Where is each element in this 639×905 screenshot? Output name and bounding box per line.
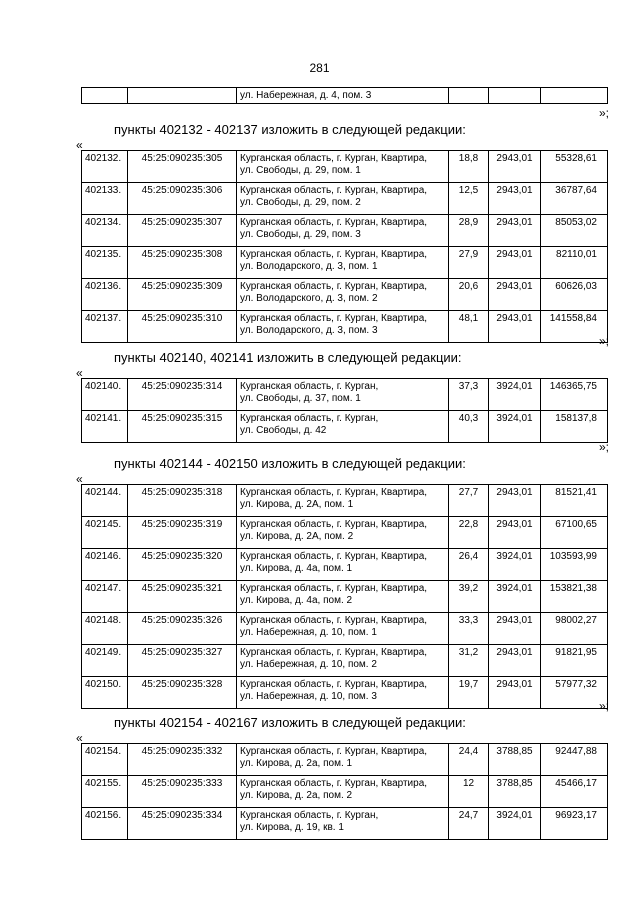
address-line-2: ул. Набережная, д. 10, пом. 1 [240, 627, 377, 638]
cell-rate: 2943,01 [489, 215, 541, 247]
cell-cadastral: 45:25:090235:309 [128, 279, 237, 311]
section-intro: пункты 402140, 402141 изложить в следующей редакции: [114, 350, 462, 365]
cell-rate: 2943,01 [489, 183, 541, 215]
cell-number: 402135. [82, 247, 128, 279]
opening-quote: « [76, 731, 83, 745]
cell-number: 402144. [82, 485, 128, 517]
cell-area: 12 [449, 776, 489, 808]
cell-value: 85053,02 [541, 215, 608, 247]
cell-rate: 3924,01 [489, 549, 541, 581]
cell-area: 40,3 [449, 411, 489, 443]
cell-cadastral: 45:25:090235:318 [128, 485, 237, 517]
table-row [82, 613, 608, 645]
cell-value: 153821,38 [541, 581, 608, 613]
cell-value: 96923,17 [541, 808, 608, 840]
cell-area: 48,1 [449, 311, 489, 343]
cell-cadastral: 45:25:090235:314 [128, 379, 237, 411]
cell-address [237, 645, 449, 677]
cell-number [82, 88, 128, 104]
table-row [82, 776, 608, 808]
cell-cadastral: 45:25:090235:315 [128, 411, 237, 443]
closing-quote: »; [598, 440, 609, 454]
cell-rate: 2943,01 [489, 151, 541, 183]
address-line-2: ул. Набережная, д. 10, пом. 2 [240, 659, 377, 670]
address-line-1: Курганская область, г. Курган, Квартира, [240, 679, 428, 690]
address-line-2: ул. Кирова, д. 2а, пом. 2 [240, 790, 353, 801]
cell-number: 402156. [82, 808, 128, 840]
cell-rate: 2943,01 [489, 613, 541, 645]
table-row [82, 549, 608, 581]
table-row [82, 808, 608, 840]
cell-address [237, 151, 449, 183]
cell-value: 36787,64 [541, 183, 608, 215]
table-row [82, 215, 608, 247]
cell-number: 402145. [82, 517, 128, 549]
address-line-1: Курганская область, г. Курган, Квартира, [240, 153, 428, 164]
cell-area: 28,9 [449, 215, 489, 247]
address-line-2: ул. Набережная, д. 10, пом. 3 [240, 691, 377, 702]
cell-number: 402141. [82, 411, 128, 443]
cell-rate: 2943,01 [489, 645, 541, 677]
cell-area: 24,4 [449, 744, 489, 776]
table-row [82, 677, 608, 709]
closing-quote: »; [598, 106, 609, 120]
cell-rate: 2943,01 [489, 485, 541, 517]
cell-number: 402136. [82, 279, 128, 311]
address-line-2: ул. Свободы, д. 29, пом. 1 [240, 165, 361, 176]
cell-number: 402147. [82, 581, 128, 613]
cell-number: 402140. [82, 379, 128, 411]
cell-area [449, 88, 489, 104]
opening-quote: « [76, 366, 83, 380]
cell-address [237, 613, 449, 645]
address-line-2: ул. Свободы, д. 42 [240, 425, 327, 436]
cell-address [237, 311, 449, 343]
cell-address [237, 549, 449, 581]
cell-area: 12,5 [449, 183, 489, 215]
property-table [81, 378, 608, 443]
cell-number: 402137. [82, 311, 128, 343]
address-line-2: ул. Кирова, д. 4а, пом. 2 [240, 595, 353, 606]
cell-area: 39,2 [449, 581, 489, 613]
cell-cadastral: 45:25:090235:310 [128, 311, 237, 343]
cell-number: 402154. [82, 744, 128, 776]
cell-rate: 3924,01 [489, 379, 541, 411]
address-line-1: Курганская область, г. Курган, Квартира, [240, 647, 428, 658]
cell-rate: 2943,01 [489, 279, 541, 311]
cell-area: 27,7 [449, 485, 489, 517]
address-line-1: Курганская область, г. Курган, Квартира, [240, 487, 428, 498]
address-line-1: Курганская область, г. Курган, Квартира, [240, 185, 428, 196]
section-intro: пункты 402132 - 402137 изложить в следующей редакции: [114, 122, 466, 137]
cell-cadastral: 45:25:090235:320 [128, 549, 237, 581]
cell-rate: 3924,01 [489, 808, 541, 840]
cell-address: ул. Набережная, д. 4, пом. 3 [237, 88, 449, 104]
cell-value: 146365,75 [541, 379, 608, 411]
cell-rate: 2943,01 [489, 517, 541, 549]
cell-number: 402134. [82, 215, 128, 247]
cell-cadastral: 45:25:090235:328 [128, 677, 237, 709]
cell-cadastral: 45:25:090235:334 [128, 808, 237, 840]
cell-area: 27,9 [449, 247, 489, 279]
cell-area: 19,7 [449, 677, 489, 709]
property-table [81, 150, 608, 343]
cell-rate: 3788,85 [489, 744, 541, 776]
cell-area: 26,4 [449, 549, 489, 581]
cell-cadastral: 45:25:090235:333 [128, 776, 237, 808]
table-row [82, 311, 608, 343]
address-line-1: Курганская область, г. Курган, Квартира, [240, 519, 428, 530]
address-line-2: ул. Кирова, д. 2А, пом. 2 [240, 531, 354, 542]
address-line-1: Курганская область, г. Курган, Квартира, [240, 551, 428, 562]
address-line-2: ул. Кирова, д. 19, кв. 1 [240, 822, 344, 833]
cell-rate: 2943,01 [489, 311, 541, 343]
cell-rate [489, 88, 541, 104]
address-line-1: Курганская область, г. Курган, Квартира, [240, 615, 428, 626]
address-line-2: ул. Кирова, д. 2А, пом. 1 [240, 499, 354, 510]
page-number: 281 [309, 61, 330, 75]
cell-address [237, 215, 449, 247]
table-row [82, 517, 608, 549]
closing-quote: »; [598, 699, 609, 713]
cell-value: 158137,8 [541, 411, 608, 443]
cell-area: 20,6 [449, 279, 489, 311]
closing-quote: »; [598, 334, 609, 348]
cell-cadastral: 45:25:090235:307 [128, 215, 237, 247]
cell-rate: 2943,01 [489, 247, 541, 279]
cell-area: 31,2 [449, 645, 489, 677]
cell-value: 141558,84 [541, 311, 608, 343]
cell-value: 57977,32 [541, 677, 608, 709]
cell-address [237, 411, 449, 443]
table-row [82, 88, 608, 104]
table-row [82, 183, 608, 215]
cell-number: 402150. [82, 677, 128, 709]
cell-address [237, 808, 449, 840]
cell-area: 22,8 [449, 517, 489, 549]
cell-cadastral: 45:25:090235:327 [128, 645, 237, 677]
cell-address [237, 677, 449, 709]
table-row [82, 411, 608, 443]
cell-address [237, 183, 449, 215]
cell-number: 402155. [82, 776, 128, 808]
cell-value: 92447,88 [541, 744, 608, 776]
cell-value: 45466,17 [541, 776, 608, 808]
address-line-2: ул. Кирова, д. 2а, пом. 1 [240, 758, 353, 769]
cell-area: 33,3 [449, 613, 489, 645]
cell-value: 98002,27 [541, 613, 608, 645]
address-line-1: Курганская область, г. Курган, Квартира, [240, 746, 428, 757]
cell-address [237, 247, 449, 279]
address-line-2: ул. Володарского, д. 3, пом. 3 [240, 325, 378, 336]
cell-number: 402132. [82, 151, 128, 183]
address-line-1: Курганская область, г. Курган, Квартира, [240, 281, 428, 292]
cell-area: 24,7 [449, 808, 489, 840]
address-line-2: ул. Свободы, д. 29, пом. 2 [240, 197, 361, 208]
cell-rate: 3788,85 [489, 776, 541, 808]
table-row [82, 279, 608, 311]
cell-cadastral: 45:25:090235:321 [128, 581, 237, 613]
cell-value: 103593,99 [541, 549, 608, 581]
address-line-2: ул. Кирова, д. 4а, пом. 1 [240, 563, 353, 574]
cell-cadastral [128, 88, 237, 104]
address-line-1: Курганская область, г. Курган, Квартира, [240, 249, 428, 260]
table-top-continuation [81, 87, 608, 104]
property-table [81, 484, 608, 709]
address-line-1: Курганская область, г. Курган, [240, 810, 379, 821]
cell-value: 91821,95 [541, 645, 608, 677]
table-row [82, 581, 608, 613]
cell-cadastral: 45:25:090235:305 [128, 151, 237, 183]
cell-address [237, 517, 449, 549]
cell-address [237, 279, 449, 311]
address-line-1: Курганская область, г. Курган, Квартира, [240, 583, 428, 594]
address-line-2: ул. Володарского, д. 3, пом. 2 [240, 293, 378, 304]
table-row [82, 744, 608, 776]
cell-number: 402146. [82, 549, 128, 581]
address-line-2: ул. Свободы, д. 29, пом. 3 [240, 229, 361, 240]
address-line-1: Курганская область, г. Курган, [240, 413, 379, 424]
cell-value: 55328,61 [541, 151, 608, 183]
cell-area: 18,8 [449, 151, 489, 183]
cell-value: 60626,03 [541, 279, 608, 311]
cell-cadastral: 45:25:090235:306 [128, 183, 237, 215]
address-line-2: ул. Володарского, д. 3, пом. 1 [240, 261, 378, 272]
address-line-1: Курганская область, г. Курган, Квартира, [240, 217, 428, 228]
cell-number: 402133. [82, 183, 128, 215]
table-row [82, 151, 608, 183]
address-line-2: ул. Свободы, д. 37, пом. 1 [240, 393, 361, 404]
table-row [82, 485, 608, 517]
cell-cadastral: 45:25:090235:319 [128, 517, 237, 549]
table-row [82, 645, 608, 677]
cell-value [541, 88, 608, 104]
cell-address [237, 379, 449, 411]
cell-rate: 3924,01 [489, 581, 541, 613]
cell-number: 402149. [82, 645, 128, 677]
address-line-1: Курганская область, г. Курган, Квартира, [240, 313, 428, 324]
cell-rate: 3924,01 [489, 411, 541, 443]
cell-rate: 2943,01 [489, 677, 541, 709]
cell-value: 67100,65 [541, 517, 608, 549]
cell-number: 402148. [82, 613, 128, 645]
cell-cadastral: 45:25:090235:326 [128, 613, 237, 645]
opening-quote: « [76, 472, 83, 486]
cell-cadastral: 45:25:090235:308 [128, 247, 237, 279]
section-intro: пункты 402144 - 402150 изложить в следующей редакции: [114, 456, 466, 471]
cell-address [237, 776, 449, 808]
property-table [81, 743, 608, 840]
table-row [82, 247, 608, 279]
opening-quote: « [76, 138, 83, 152]
section-intro: пункты 402154 - 402167 изложить в следующей редакции: [114, 715, 466, 730]
cell-address [237, 581, 449, 613]
address-line-1: Курганская область, г. Курган, Квартира, [240, 778, 428, 789]
table-row [82, 379, 608, 411]
cell-value: 82110,01 [541, 247, 608, 279]
address-line-1: Курганская область, г. Курган, [240, 381, 379, 392]
cell-cadastral: 45:25:090235:332 [128, 744, 237, 776]
cell-address [237, 744, 449, 776]
cell-area: 37,3 [449, 379, 489, 411]
cell-value: 81521,41 [541, 485, 608, 517]
cell-address [237, 485, 449, 517]
